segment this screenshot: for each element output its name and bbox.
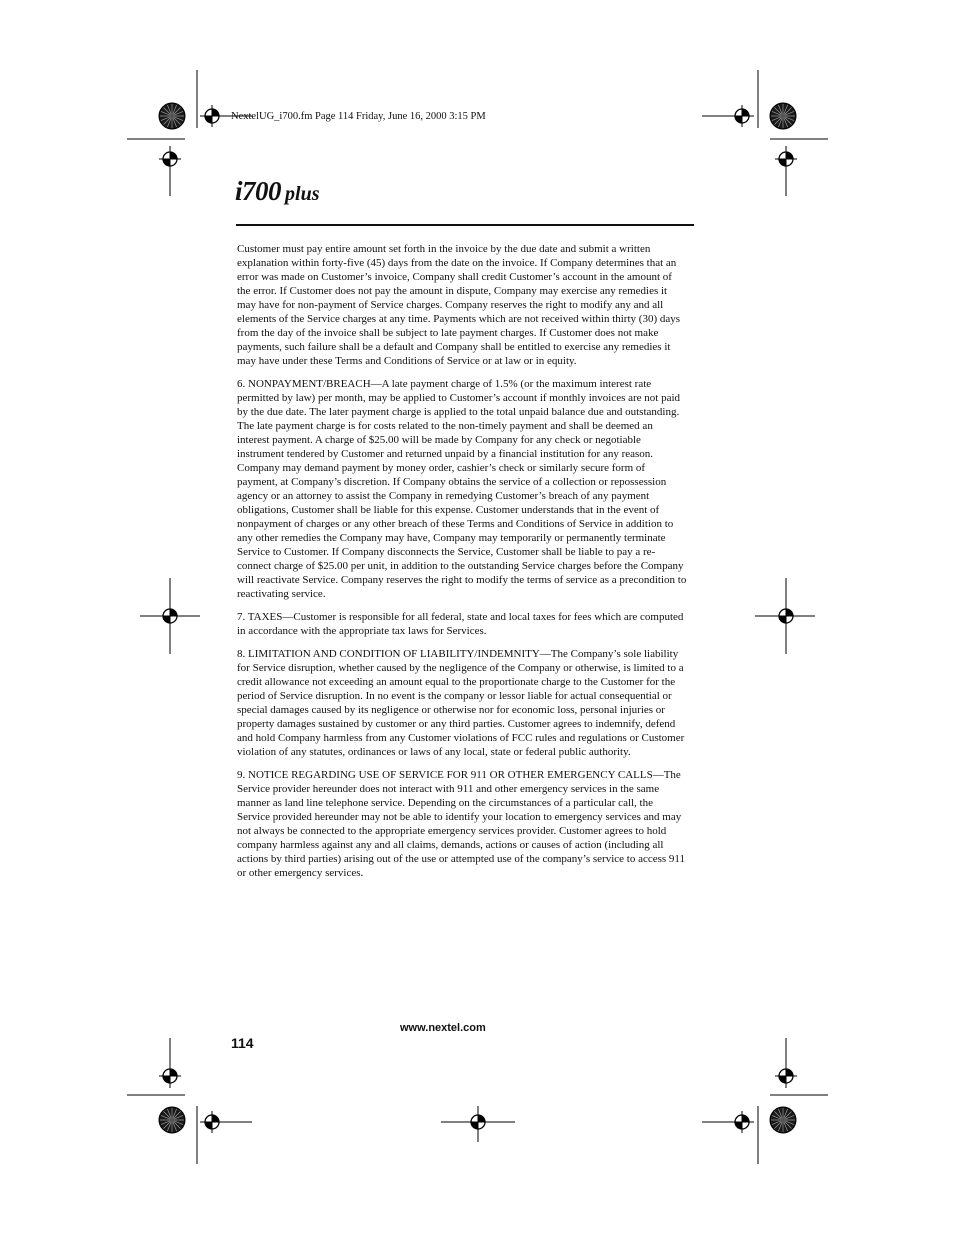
paragraph-invoice-dispute: Customer must pay entire amount set forth in the invoice by the due date and submit a written explanation within forty-five (45) days from the date on the invoice. If Company determines that an error was made on Customer’s invoice, Company shall credit Customer’s account in the amount of the error. If Customer does not pay the amount in dispute, Company may exercise any remedies it may have for non-payment of Service charges. Company reserves the right to modify any and all elements of the Service charges at any time. Payments which are not received within thirty (30) days from the day of the invoice shall be subject to late payment charges. If Customer does not make payments, such failure shall be a default and Company shall be entitled to exercise any remedies it may have under these Terms and Conditions of Service or at law or in equity. (237, 243, 681, 367)
paragraph-taxes: 7. TAXES—Customer is responsible for all federal, state and local taxes for fees which are computed in accordance with the appropriate tax laws for Services. (237, 611, 684, 637)
paragraph-emergency-911: 9. NOTICE REGARDING USE OF SERVICE FOR 911 OR OTHER EMERGENCY CALLS—The Service provider hereunder does not interact with 911 and other emergency services in the same manner as land line telephone service. Depending on the circumstances of a particular call, the Service provided hereunder may not be able to identify your location to emergency services and may not always be connected to the appropriate emergency services provider. Customer agrees to hold company harmless against any and all claims, demands, actions or causes of action (including all actions by third parties) arising out of the use or attempted use of the company’s service to access 911 or other emergency services. (237, 769, 686, 879)
logo-suffix: plus (285, 183, 320, 205)
paragraph-limitation-liability: 8. LIMITATION AND CONDITION OF LIABILITY/INDEMNITY—The Company’s sole liability for Service disruption, whether caused by the negligence of the Company or otherwise, is limited to a credit allowance not exceeding an amount equal to the proportionate charge to the Customer for the period of Service disruption. In no event is the company or lessor liable for actual consequential or special damages caused by its negligence or otherwise nor for economic loss, personal injuries or property damages sustained by customer or any third parties. Customer agrees to indemnify, defend and hold Company harmless from any Customer violations of FCC rules and regulations or Customer violation of any statutes, ordinances or laws of any local, state or federal public authority. (237, 648, 685, 758)
page-number: 114 (231, 1035, 254, 1051)
product-logo (235, 176, 319, 210)
file-info-header: NextelUG_i700.fm Page 114 Friday, June 16, 2000 3:15 PM (231, 111, 486, 122)
terms-body (237, 242, 687, 889)
footer-url: www.nextel.com (400, 1022, 486, 1034)
header-rule (236, 224, 694, 226)
paragraph-nonpayment-breach: 6. NONPAYMENT/BREACH—A late payment charge of 1.5% (or the maximum interest rate permitted by law) per month, may be applied to Customer’s account if monthly invoices are not paid by the due date. The later payment charge is applied to the total unpaid balance due and outstanding. The late payment charge is for costs related to the non-timely payment and shall be deemed an interest payment. A charge of $25.00 will be made by Company for any check or negotiable instrument tendered by Customer and returned unpaid by a financial institution for any reason. Company may demand payment by money order, cashier’s check or similarly secure form of payment, at Company’s discretion. If Company obtains the service of a collection or repossession agency or an attorney to assist the Company in remedying Customer’s breach of any payment obligations, Customer shall be liable for this expense. Customer understands that in the event of nonpayment of charges or any other breach of these Terms and Conditions of Service in addition to any other remedies the Company may have, Company may temporarily or permanently terminate Service to Customer. If Company disconnects the Service, Customer shall be liable to pay a re-connect charge of $25.00 per unit, in addition to the outstanding Service charges before the Company will reactivate Service. Company reserves the right to modify the terms of service as a precondition to reactivating service. (237, 378, 687, 600)
logo-model: i700 (235, 176, 282, 206)
